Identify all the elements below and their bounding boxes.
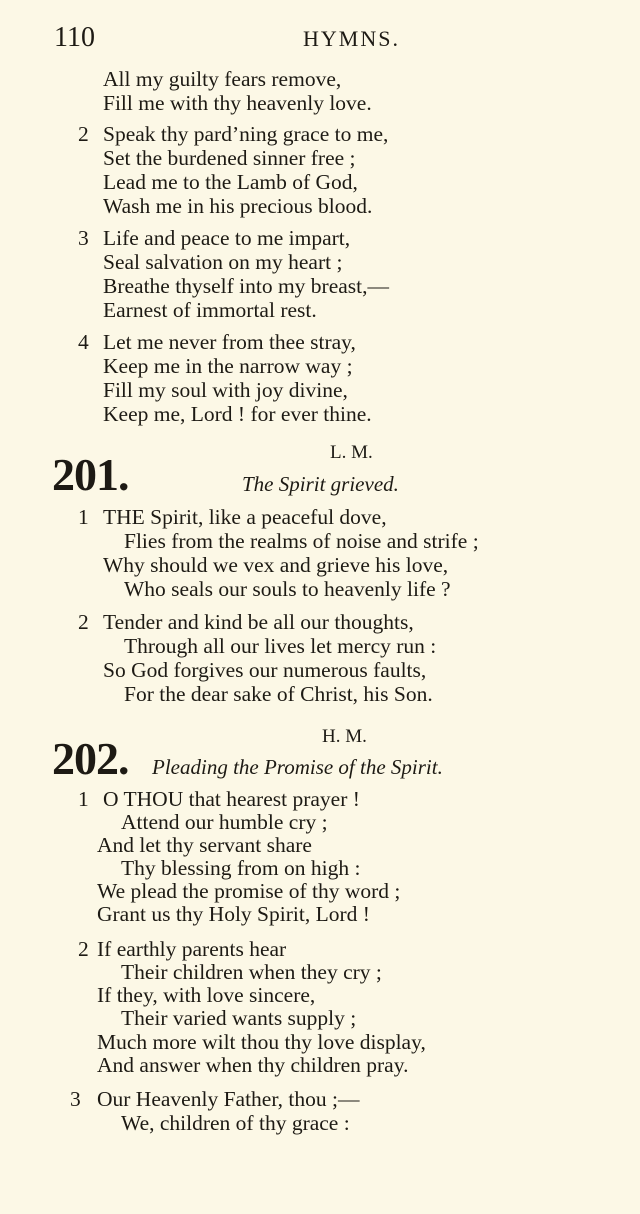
hymn-line: Grant us thy Holy Spirit, Lord ! (97, 902, 370, 926)
hymn-line: Thy blessing from on high : (121, 856, 361, 880)
hymn-number: 201. (52, 449, 129, 500)
hymn-line: Speak thy pard’ning grace to me, (103, 122, 389, 146)
verse-number: 1 (78, 505, 89, 529)
hymn-line: Set the burdened sinner free ; (103, 146, 356, 170)
hymn-line: Flies from the realms of noise and strife ; (124, 529, 479, 553)
hymn-line: Let me never from thee stray, (103, 330, 356, 354)
hymn-number: 202. (52, 733, 129, 784)
page-header (0, 22, 640, 56)
hymn-line: Wash me in his precious blood. (103, 194, 373, 218)
hymn-line: Who seals our souls to heavenly life ? (124, 577, 451, 601)
hymn-line: If earthly parents hear (97, 937, 287, 961)
hymn-meter: L. M. (330, 442, 373, 463)
hymn-line: Lead me to the Lamb of God, (103, 170, 358, 194)
hymn-line: All my guilty fears remove, (103, 67, 342, 91)
hymn-line: Life and peace to me impart, (103, 226, 351, 250)
hymn-line: And answer when thy children pray. (97, 1053, 409, 1077)
hymn-line: THE Spirit, like a peaceful dove, (103, 505, 387, 529)
hymn-line: Earnest of immortal rest. (103, 298, 317, 322)
hymn-line: O THOU that hearest prayer ! (103, 787, 360, 811)
hymn-line: Keep me, Lord ! for ever thine. (103, 402, 372, 426)
hymn-line: Seal salvation on my heart ; (103, 250, 343, 274)
hymn-line: Attend our humble cry ; (121, 810, 328, 834)
hymn-line: Their varied wants supply ; (121, 1006, 357, 1030)
hymn-line: Our Heavenly Father, thou ;— (97, 1087, 360, 1111)
hymn-line: Tender and kind be all our thoughts, (103, 610, 414, 634)
hymn-line: We, children of thy grace : (121, 1111, 350, 1135)
hymn-line: We plead the promise of thy word ; (97, 879, 401, 903)
hymn-line: Keep me in the narrow way ; (103, 354, 353, 378)
hymn-line: So God forgives our numerous faults, (103, 658, 427, 682)
hymn-line: Fill my soul with joy divine, (103, 378, 348, 402)
hymn-line: Breathe thyself into my breast,— (103, 274, 389, 298)
hymn-line: Much more wilt thou thy love display, (97, 1030, 426, 1054)
verse-number: 3 (70, 1087, 81, 1111)
running-title: HYMNS. (303, 26, 400, 51)
hymn-title: The Spirit grieved. (242, 472, 399, 496)
hymn-line: Fill me with thy heavenly love. (103, 91, 372, 115)
hymn-line: If they, with love sincere, (97, 983, 316, 1007)
verse-number: 2 (78, 610, 89, 634)
hymn-line: Through all our lives let mercy run : (124, 634, 437, 658)
verse-number: 2 (78, 122, 89, 146)
verse-number: 1 (78, 787, 89, 811)
page-number: 110 (54, 22, 95, 53)
hymn-line: Why should we vex and grieve his love, (103, 553, 449, 577)
hymn-line: Their children when they cry ; (121, 960, 382, 984)
verse-number: 3 (78, 226, 89, 250)
verse-number: 2 (78, 937, 89, 961)
hymn-line: For the dear sake of Christ, his Son. (124, 682, 433, 706)
hymn-meter: H. M. (322, 726, 367, 747)
verse-number: 4 (78, 330, 89, 354)
hymn-title: Pleading the Promise of the Spirit. (152, 755, 443, 779)
hymn-line: And let thy servant share (97, 833, 312, 857)
